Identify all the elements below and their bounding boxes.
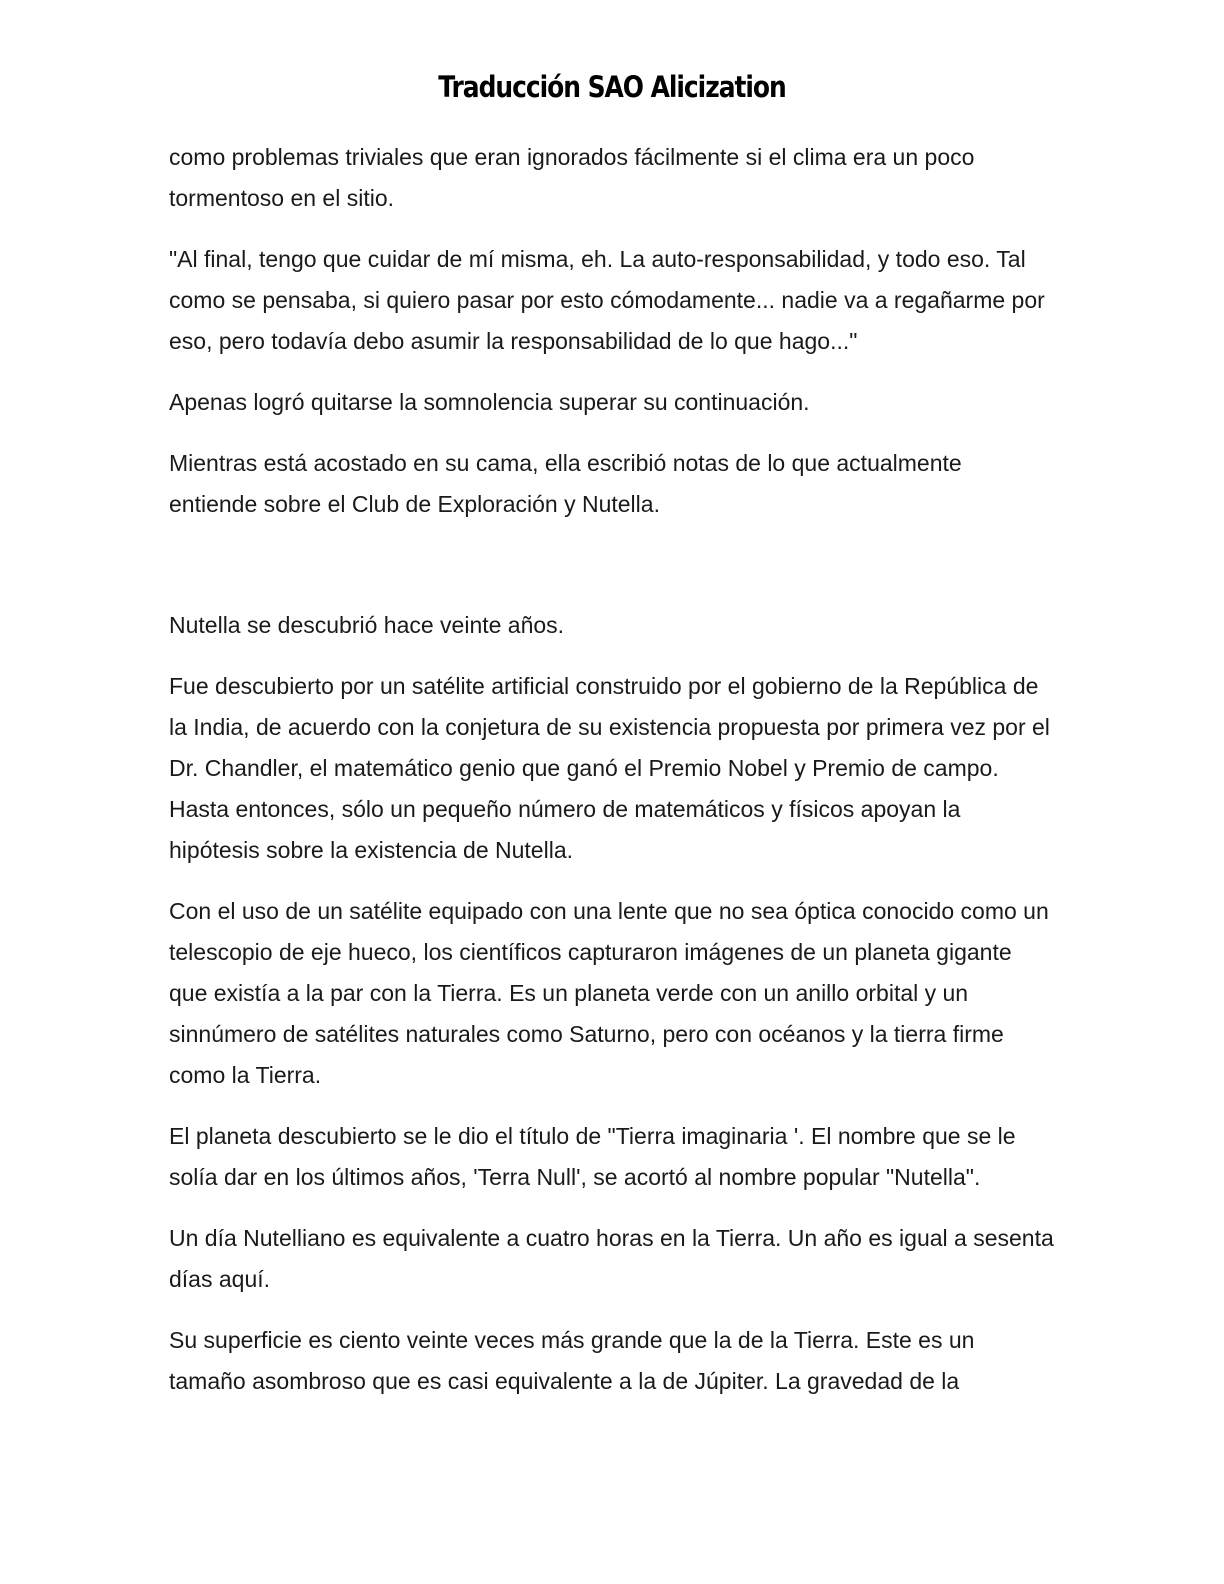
paragraph: Apenas logró quitarse la somnolencia superar su continuación.: [169, 389, 810, 415]
paragraph: Nutella se descubrió hace veinte años.: [169, 612, 565, 638]
page-header-title: Traducción SAO Alicization: [438, 70, 786, 104]
paragraph: Un día Nutelliano es equivalente a cuatro horas en la Tierra. Un año es igual a sesenta días aquí.: [169, 1225, 1054, 1292]
paragraph: como problemas triviales que eran ignorados fácilmente si el clima era un poco tormentoso en el sitio.: [169, 144, 975, 211]
document-body: [169, 137, 1054, 1422]
paragraph: Fue descubierto por un satélite artificial construido por el gobierno de la República de la India, de acuerdo con la conjetura de su existencia propuesta por primera vez por el Dr. Chandler, el matemático genio que ganó el Premio Nobel y Premio de campo. Hasta entonces, sólo un pequeño número de matemáticos y físicos apoyan la hipótesis sobre la existencia de Nutella.: [169, 673, 1050, 863]
paragraph: El planeta descubierto se le dio el título de "Tierra imaginaria '. El nombre que se le solía dar en los últimos años, 'Terra Null', se acortó al nombre popular "Nutella".: [169, 1123, 1016, 1190]
paragraph: Mientras está acostado en su cama, ella escribió notas de lo que actualmente entiende sobre el Club de Exploración y Nutella.: [169, 450, 962, 517]
paragraph: "Al final, tengo que cuidar de mí misma, eh. La auto-responsabilidad, y todo eso. Tal como se pensaba, si quiero pasar por esto cómodamente... nadie va a regañarme por eso, pero todavía debo asumir la responsabilidad de lo que hago...": [169, 246, 1045, 354]
section-break: [169, 545, 1054, 605]
paragraph: Con el uso de un satélite equipado con una lente que no sea óptica conocido como un telescopio de eje hueco, los científicos capturaron imágenes de un planeta gigante que existía a la par con la Tierra. Es un planeta verde con un anillo orbital y un sinnúmero de satélites naturales como Saturno, pero con océanos y la tierra firme como la Tierra.: [169, 898, 1049, 1088]
paragraph: Su superficie es ciento veinte veces más grande que la de la Tierra. Este es un tamaño asombroso que es casi equivalente a la de Júpiter. La gravedad de la: [169, 1327, 975, 1394]
